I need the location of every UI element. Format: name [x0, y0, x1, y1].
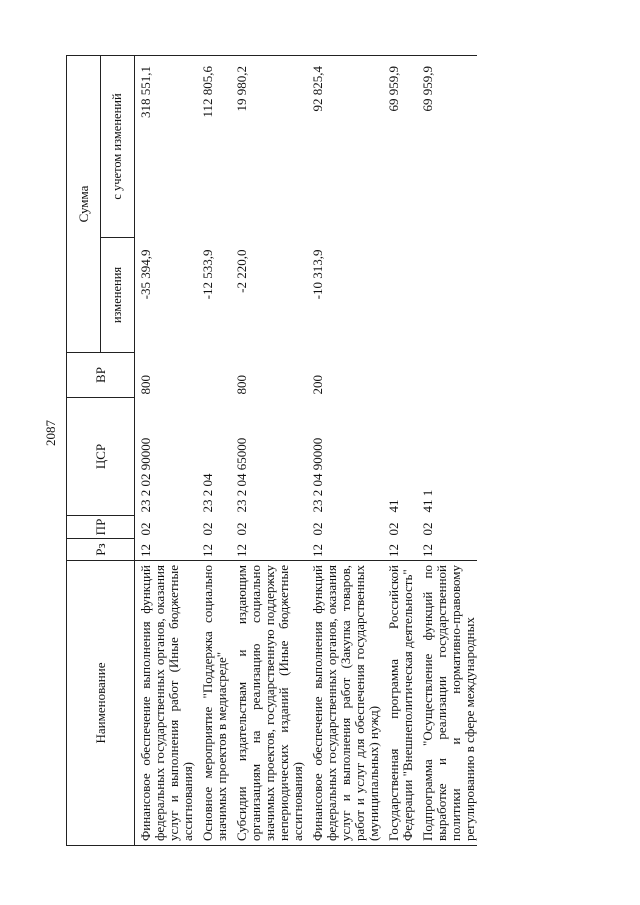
row-name: Субсидии издательствам и издающим организациям на реализацию социально значимых проектов, государственную поддержку непериодических изданий (Иные бюджетные ассигнования)	[231, 561, 307, 846]
header-sum: Сумма	[67, 56, 101, 353]
row-csr: 41 1	[420, 489, 435, 513]
row-name: Финансовое обеспечение выполнения функций федеральных государственных органов, оказания услуг и выполнения работ (Иные бюджетные ассигнования)	[135, 561, 198, 846]
row-with-changes: 69 959,9	[383, 56, 417, 238]
header-name: Наименование	[67, 561, 135, 846]
row-csr: 23 2 04	[200, 473, 215, 513]
header-changes: изменения	[101, 238, 135, 353]
row-rz: 12	[386, 544, 401, 557]
row-changes: -12 533,9	[200, 249, 215, 300]
row-changes: -35 394,9	[138, 249, 153, 300]
table-row	[135, 56, 198, 846]
row-rz: 12	[234, 544, 249, 557]
table-row	[197, 56, 231, 846]
row-name: Подпрограмма "Осуществление функций по выработке и реализации государственной политики и нормативно-правовому регулированию в сфере международных	[417, 561, 477, 846]
row-changes	[383, 238, 417, 353]
row-pr: 02	[386, 522, 401, 536]
row-vr: 800	[234, 375, 249, 395]
row-csr: 23 2 04 65000	[234, 437, 249, 513]
row-with-changes: 19 980,2	[231, 56, 307, 238]
header-pr: ПР	[67, 516, 135, 539]
row-name: Основное мероприятие "Поддержка социально значимых проектов в медиасреде"	[197, 561, 231, 846]
row-with-changes: 92 825,4	[307, 56, 383, 238]
row-changes	[417, 238, 477, 353]
header-vr: ВР	[67, 353, 135, 398]
row-with-changes: 112 805,6	[197, 56, 231, 238]
row-pr: 02	[420, 522, 435, 536]
row-name: Финансовое обеспечение выполнения функций федеральных государственных органов, оказания услуг и выполнения работ (Закупка товаров, работ и услуг для обеспечения государственных (муниципальных) нужд)	[307, 561, 383, 846]
row-rz: 12	[138, 544, 153, 557]
row-changes: -2 220,0	[234, 249, 249, 293]
row-rz: 12	[200, 544, 215, 557]
header-rz: Рз	[67, 539, 135, 561]
row-vr	[383, 353, 417, 398]
row-csr: 23 2 04 90000	[310, 437, 325, 513]
row-name: Государственная программа Российской Федерации "Внешнеполитическая деятельность"	[383, 561, 417, 846]
row-pr: 02	[138, 522, 153, 536]
row-with-changes: 318 551,1	[135, 56, 198, 238]
row-vr: 200	[310, 375, 325, 395]
row-vr: 800	[138, 375, 153, 395]
row-changes: -10 313,9	[310, 249, 325, 300]
table-row	[231, 56, 307, 846]
row-vr	[197, 353, 231, 398]
row-rz: 12	[310, 544, 325, 557]
table-row	[417, 56, 477, 846]
row-pr: 02	[310, 522, 325, 536]
table-row	[307, 56, 383, 846]
row-pr: 02	[200, 522, 215, 536]
row-rz: 12	[420, 544, 435, 557]
page-number: 2087	[43, 420, 58, 446]
row-csr: 23 2 02 90000	[138, 437, 153, 513]
rotated-table-container	[66, 56, 638, 846]
header-with-changes: с учетом изменений	[101, 56, 135, 238]
header-csr: ЦСР	[67, 398, 135, 516]
row-csr: 41	[386, 499, 401, 513]
row-with-changes: 69 959,9	[417, 56, 477, 238]
row-pr: 02	[234, 522, 249, 536]
row-vr	[417, 353, 477, 398]
table-row	[383, 56, 417, 846]
budget-table	[66, 55, 477, 846]
